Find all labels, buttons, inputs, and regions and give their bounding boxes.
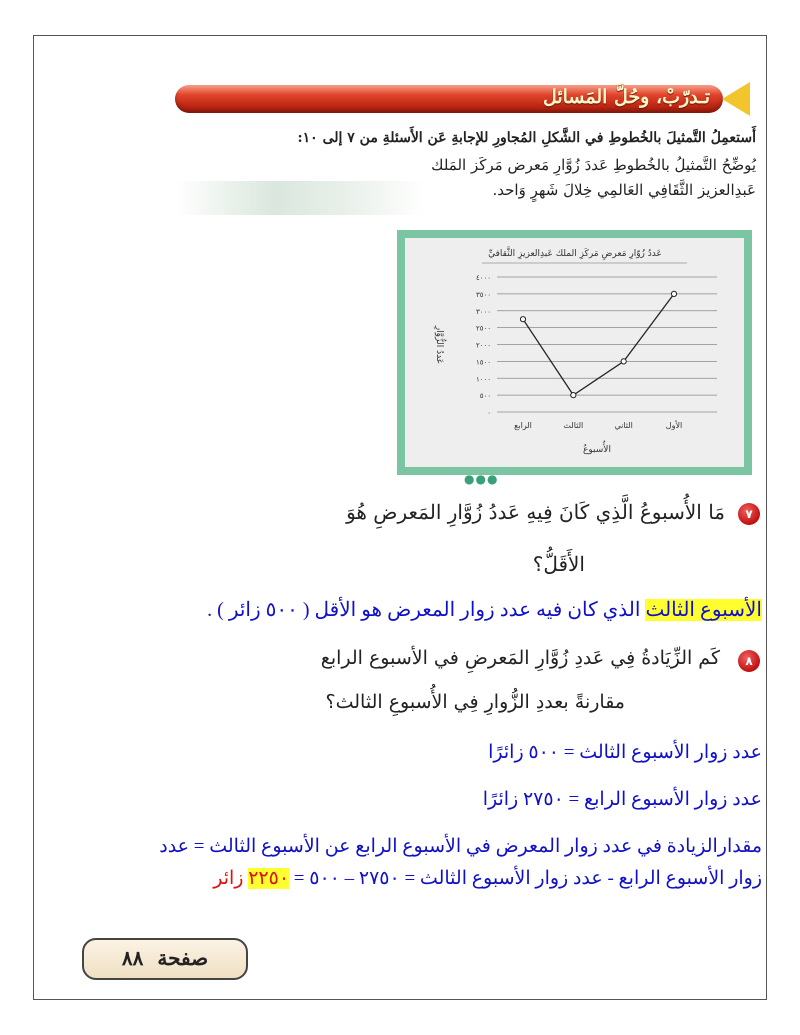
x-tick-label: الأول (665, 421, 683, 430)
x-tick-label: الرابع (514, 421, 532, 430)
y-axis-label: عَددُ الزُّوَّارِ (434, 325, 444, 365)
section-title: تـدرّبْ، وحُلَّ المَسائل (542, 86, 710, 108)
instruction-text: أَستعمِلُ التَّمثيلَ بالخُطوطِ في الشَّكلِ المُجاورِ للإجابةِ عَن الأَسئلةِ من ٧ إلى ١٠: (297, 130, 756, 146)
section-banner (175, 82, 750, 116)
question-7-line-1: مَا الأُسبوعُ الَّذِي كَانَ فِيهِ عَددُ زُوَّارِ المَعرضِ هُوَ (346, 500, 725, 524)
description-line-2: عَبدِالعزيز الثَّقَافِي العَالمِي خِلالَ شَهرٍ وَاحد. (492, 181, 756, 199)
answer-7-highlight: الأسبوع الثالث (645, 599, 762, 621)
chart-point (621, 359, 626, 364)
line-chart (397, 230, 752, 475)
banner-arrow-icon (722, 82, 750, 116)
y-tick-label: ٤٠٠٠ (475, 274, 491, 282)
question-7-answer (207, 597, 762, 622)
chart-background (405, 238, 744, 467)
page-label: صفحة (157, 946, 209, 970)
chart-point (571, 393, 576, 398)
y-tick-label: ١٥٠٠ (475, 358, 491, 367)
chart-frame (397, 230, 752, 475)
y-tick-label: ٢٥٠٠ (475, 324, 491, 333)
chart-point (520, 317, 525, 322)
page-number-box (82, 938, 248, 980)
faded-strip (175, 181, 425, 215)
answer-8-line-1: عدد زوار الأسبوع الثالث = ٥٠٠ زائرًا (488, 742, 762, 763)
chart-title: عَددُ زُوّارِ مَعرضِ مَركَزِ الملك عَبدِالعزيزِ الثَّقافيِّ (488, 249, 662, 259)
question-8-badge: ٨ (738, 650, 760, 672)
answer-8-unit: زائر (213, 868, 249, 889)
page-number-value: ٨٨ (121, 946, 144, 970)
x-tick-label: الثالث (563, 421, 584, 430)
answer-7-rest: الذي كان فيه عدد زوار المعرض هو الأقل ( ٥٠٠ زائر ) . (207, 599, 646, 621)
question-8-line-2: مقارنةً بعددِ الزُّوارِ فِي الأُسبوعِ الثالث؟ (325, 691, 625, 713)
answer-8-equation: زوار الأسبوع الرابع - عدد زوار الأسبوع الثالث = ٢٧٥٠ – ٥٠٠ = (289, 868, 762, 889)
chart-point (671, 291, 676, 296)
y-tick-label: ٢٠٠٠ (475, 341, 491, 350)
answer-8-line-2: عدد زوار الأسبوع الرابع = ٢٧٥٠ زائرًا (482, 789, 762, 810)
y-tick-label: ٣٠٠٠ (475, 307, 491, 316)
y-tick-label: ٣٥٠٠ (475, 290, 491, 299)
y-tick-label: ٥٠٠ (479, 392, 491, 401)
answer-8-result: ٢٢٥٠ (248, 868, 290, 889)
decorative-dots: ●●● (464, 472, 499, 486)
question-7-line-2: الأَقَلُّ؟ (532, 552, 585, 576)
answer-8-line-3: مقدارالزيادة في عدد زوار المعرض في الأسبوع الرابع عن الأسبوع الثالث = عدد (159, 836, 762, 857)
x-axis-label: الأُسبوعُ (583, 445, 611, 455)
description-line-1: يُوضِّحُ التَّمثيلُ بالخُطوطِ عَددَ زُوَّارِ مَعرض مَركَز المَلك (431, 156, 756, 174)
answer-8-line-4 (213, 867, 762, 890)
y-tick-label: ١٠٠٠ (475, 375, 491, 384)
y-tick-label: ٠ (487, 409, 491, 417)
page-number (84, 946, 246, 970)
question-7-badge: ٧ (738, 503, 760, 525)
question-8-line-1: كَم الزِّيَادةُ فِي عَددِ زُوَّارِ المَعرضِ في الأسبوع الرابع (320, 647, 720, 669)
x-tick-label: الثاني (614, 421, 633, 430)
